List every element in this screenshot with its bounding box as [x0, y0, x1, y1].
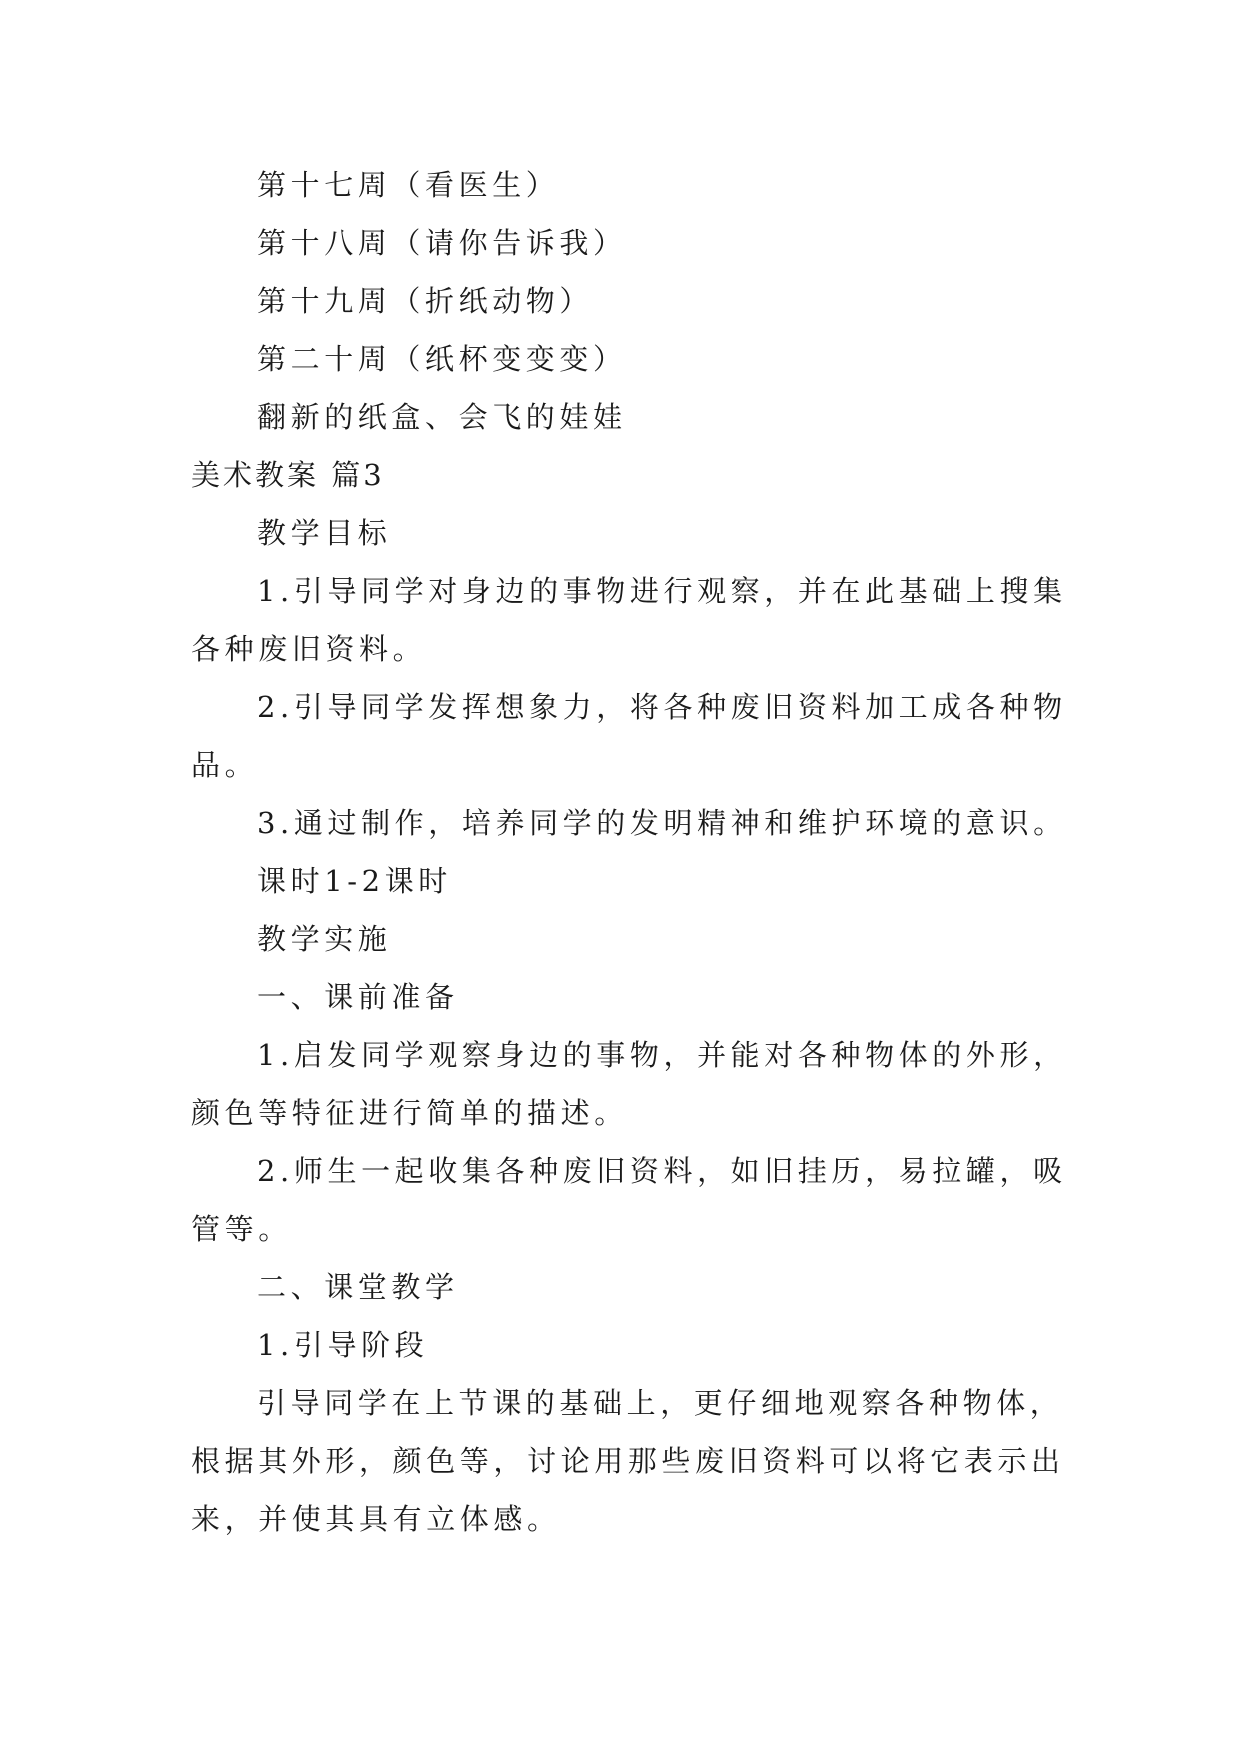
implementation-heading: 教学实施: [257, 922, 392, 956]
goal-1-line-1: 1.引导同学对身边的事物进行观察，并在此基础上搜集: [257, 574, 1067, 608]
prep-1-line-1: 1.启发同学观察身边的事物，并能对各种物体的外形，: [257, 1038, 1067, 1072]
activity-line: 翻新的纸盒、会飞的娃娃: [257, 400, 627, 434]
guidance-line-3: 来，并使其具有立体感。: [191, 1502, 561, 1536]
goal-1-line-2: 各种废旧资料。: [191, 632, 427, 666]
classroom-heading: 二、课堂教学: [257, 1270, 459, 1304]
week-18-line: 第十八周（请你告诉我）: [257, 226, 627, 260]
preparation-heading: 一、课前准备: [257, 980, 459, 1014]
guidance-stage-heading: 1.引导阶段: [257, 1328, 429, 1362]
teaching-goals-heading: 教学目标: [257, 516, 392, 550]
section-heading: 美术教案 篇3: [191, 458, 385, 492]
prep-2-line-2: 管等。: [191, 1212, 292, 1246]
goal-2-line-1: 2.引导同学发挥想象力，将各种废旧资料加工成各种物: [257, 690, 1067, 724]
week-19-line: 第十九周（折纸动物）: [257, 284, 594, 318]
guidance-line-2: 根据其外形，颜色等，讨论用那些废旧资料可以将它表示出: [191, 1444, 1065, 1478]
week-17-line: 第十七周（看医生）: [257, 168, 560, 202]
goal-3-line: 3.通过制作，培养同学的发明精神和维护环境的意识。: [257, 806, 1067, 840]
prep-1-line-2: 颜色等特征进行简单的描述。: [191, 1096, 628, 1130]
prep-2-line-1: 2.师生一起收集各种废旧资料，如旧挂历，易拉罐，吸: [257, 1154, 1067, 1188]
goal-2-line-2: 品。: [191, 748, 259, 782]
class-hours-line: 课时1-2课时: [257, 864, 452, 898]
week-20-line: 第二十周（纸杯变变变）: [257, 342, 627, 376]
guidance-line-1: 引导同学在上节课的基础上，更仔细地观察各种物体，: [257, 1386, 1064, 1420]
